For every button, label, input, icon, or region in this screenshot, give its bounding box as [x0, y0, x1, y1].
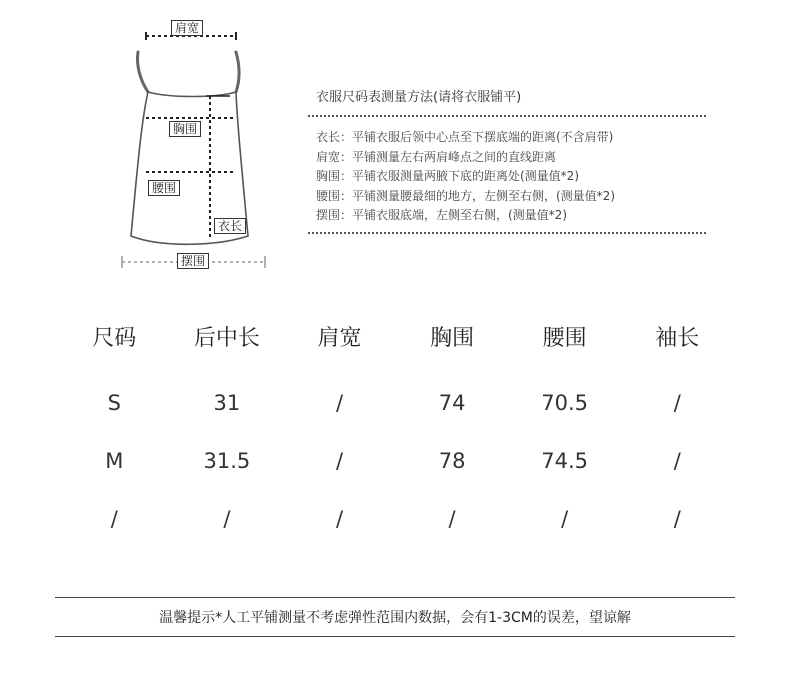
table-row	[58, 490, 734, 548]
camisole-sketch	[100, 0, 300, 290]
garment-diagram	[100, 0, 300, 290]
header-size: 尺码	[92, 325, 137, 351]
table-cell: /	[673, 507, 681, 531]
table-cell: /	[110, 507, 118, 531]
header-back-length: 后中长	[193, 325, 260, 351]
table-cell: /	[335, 507, 344, 531]
table-cell: /	[335, 391, 344, 415]
header-waist: 腰围	[542, 325, 587, 351]
divider-top	[308, 115, 706, 117]
table-cell: 74.5	[541, 449, 589, 473]
table-cell: M	[105, 449, 124, 473]
table-cell: /	[561, 507, 569, 531]
method-title: 衣服尺码表测量方法(请将衣服铺平)	[316, 90, 522, 105]
table-cell: /	[673, 391, 681, 415]
size-table	[58, 316, 734, 548]
table-header	[58, 316, 734, 356]
method-list	[316, 128, 615, 226]
table-cell: /	[448, 507, 456, 531]
table-cell: 31	[213, 391, 241, 415]
table-cell: 74	[438, 391, 466, 415]
chest-label: 胸围	[169, 121, 201, 137]
length-label: 衣长	[214, 218, 246, 234]
table-cell: /	[223, 507, 231, 531]
method-line-length: 衣长：平铺衣服后领中心点至下摆底端的距离(不含肩带)	[316, 130, 614, 144]
method-line-hem: 摆围：平铺衣服底端，左侧至右侧，(测量值*2)	[316, 208, 567, 222]
method-line-waist: 腰围：平铺测量腰最细的地方，左侧至右侧，(测量值*2)	[316, 188, 616, 203]
header-sleeve: 袖长	[655, 325, 700, 351]
table-row	[58, 432, 734, 490]
table-cell: 78	[438, 449, 466, 473]
waist-label: 腰围	[148, 180, 180, 196]
disclaimer-note: 温馨提示*人工平铺测量不考虑弹性范围内数据，会有1-3CM的误差，望谅解	[55, 597, 735, 637]
table-cell: 70.5	[541, 391, 589, 415]
hem-label: 摆围	[177, 253, 209, 269]
table-cell: S	[107, 391, 121, 415]
shoulder-label: 肩宽	[171, 20, 203, 36]
header-chest: 胸围	[430, 325, 475, 351]
method-line-shoulder: 肩宽：平铺测量左右两肩峰点之间的直线距离	[316, 149, 557, 164]
header-shoulder: 肩宽	[317, 325, 362, 351]
table-cell: /	[335, 449, 344, 473]
method-line-chest: 胸围：平铺衣服测量两腋下底的距离处(测量值*2)	[316, 169, 579, 183]
table-cell: 31.5	[203, 449, 251, 473]
table-row	[58, 374, 734, 432]
divider-bottom	[308, 232, 706, 234]
table-cell: /	[673, 449, 681, 473]
